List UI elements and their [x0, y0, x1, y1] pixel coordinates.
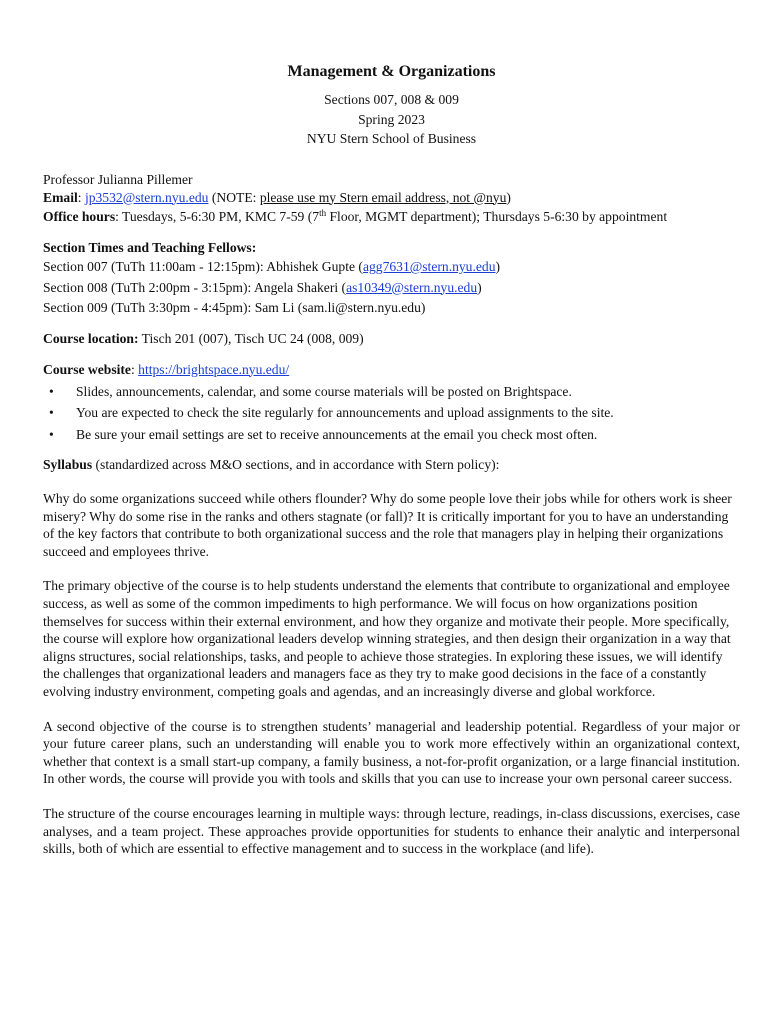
bullet-icon: • [49, 405, 54, 420]
course-location-label: Course location: [43, 330, 139, 346]
list-item: • You are expected to check the site regularly for announcements and upload assignments to the site. [76, 402, 740, 424]
list-item: • Slides, announcements, calendar, and some course materials will be posted on Brightspace. [76, 381, 740, 403]
section-row: Section 009 (TuTh 3:30pm - 4:45pm): Sam Li (sam.li@stern.nyu.edu) [43, 300, 426, 315]
bullet-icon: • [49, 426, 54, 442]
email-line: Email: jp3532@stern.nyu.edu (NOTE: please use my Stern email address, not @nyu) [43, 189, 511, 205]
course-website: Course website: https://brightspace.nyu.edu/ [43, 361, 290, 377]
paragraph: Why do some organizations succeed while others flounder? Why do some people love their jobs while for others work is sheer misery? Why do some rise in the ranks and others stagnate (or fall)? It is critically important for you to have an understanding of the key factors that contribute to both organizational success and the role that managers play in helping their organizations succeed and employees thrive. [43, 491, 732, 559]
email-label: Email [43, 189, 78, 205]
section-row: Section 007 (TuTh 11:00am - 12:15pm): Abhishek Gupte (agg7631@stern.nyu.edu) [43, 259, 501, 274]
syllabus-label: Syllabus [43, 457, 93, 472]
email-note: please use my Stern email address, not @nyu [259, 189, 507, 205]
ta-email-link[interactable]: agg7631@stern.nyu.edu [362, 259, 496, 274]
paragraph: The primary objective of the course is to help students understand the elements that contribute to organizational and employee success, as well as some of the common impediments to high performance. We will focus on how organizations position themselves for success within their external environment, and how they organize and motivate their people. More specifically, the course will explore how organizational leaders develop winning strategies, and then design their organization in a way that aligns structures, social relationships, tasks, and people to achieve those strategies. In exploring these issues, we will identify the challenges that organizational leaders and managers face as they try to make good decisions in the face of a constantly evolving industry environment, competing goals and agendas, and an increasingly diverse and global workforce. [43, 578, 731, 699]
section-times-heading: Section Times and Teaching Fellows: [43, 240, 257, 255]
bullet-icon: • [49, 383, 54, 399]
professor-email-link[interactable]: jp3532@stern.nyu.edu [84, 189, 209, 205]
professor-name: Professor Julianna Pillemer [43, 171, 193, 187]
document-title: Management & Organizations [287, 63, 496, 80]
paragraph: The structure of the course encourages learning in multiple ways: through lecture, readings, in-class discussions, exercises, case analyses, and a team project. These approaches provide opportunities for students to enhance their analytic and interpersonal skills, both of which are essential to effective management and to success in the workplace (and life). [43, 805, 740, 857]
ta-email-link[interactable]: as10349@stern.nyu.edu [346, 279, 478, 295]
school-name: NYU Stern School of Business [306, 131, 477, 146]
section-row: Section 008 (TuTh 2:00pm - 3:15pm): Angela Shakeri (as10349@stern.nyu.edu) [43, 279, 482, 295]
course-website-label: Course website [43, 361, 131, 377]
office-hours-label: Office hours [43, 208, 116, 224]
course-website-link[interactable]: https://brightspace.nyu.edu/ [138, 361, 290, 377]
syllabus-heading: Syllabus (standardized across M&O sections, and in accordance with Stern policy): [43, 457, 500, 472]
website-bullet-list [43, 381, 740, 446]
course-term: Spring 2023 [358, 111, 425, 127]
list-item: • Be sure your email settings are set to receive announcements at the email you check most often. [76, 424, 740, 446]
paragraph: A second objective of the course is to strengthen students’ managerial and leadership potential. Regardless of your major or your future career plans, such an understanding will enable you to work more effectively within an organizational context, whether that context is a small start-up company, a family business, a not-for-profit organization, or a large financial institution. In other words, the course will provide you with tools and skills that you can use to increase your own personal career success. [43, 718, 740, 787]
course-location: Course location: Tisch 201 (007), Tisch UC 24 (008, 009) [43, 330, 364, 346]
course-sections: Sections 007, 008 & 009 [324, 92, 459, 107]
office-hours-line: Office hours: Tuesdays, 5-6:30 PM, KMC 7-59 (7th Floor, MGMT department); Thursdays 5-6:30 by appointment [43, 207, 668, 224]
